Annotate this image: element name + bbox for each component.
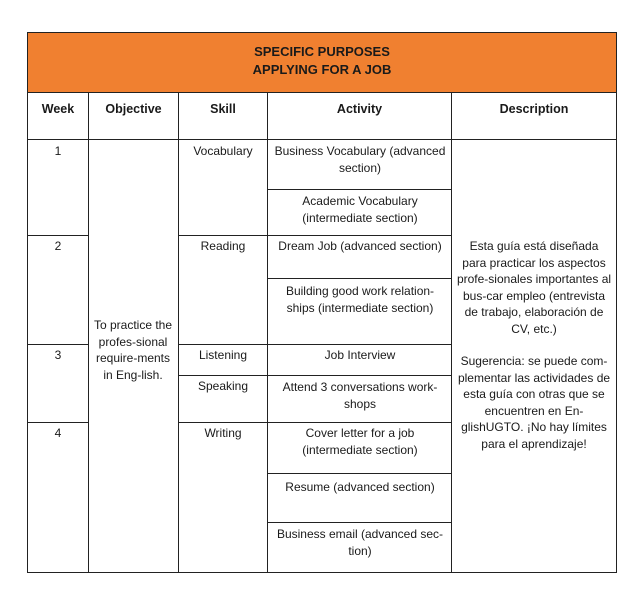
activity-item: Dream Job (advanced section) [278, 239, 442, 253]
description-paragraph: Sugerencia: se puede com-plementar las actividades de esta guía con otras que se encuentren en En-glishUGTO. ¡No hay límites para el aprendizaje! [457, 354, 611, 451]
activity-item: Business email (advanced sec-tion) [276, 527, 444, 558]
skill-label: Vocabulary [193, 144, 253, 158]
col-divider [88, 93, 89, 572]
activity-item: Building good work relation-ships (intermediate section) [285, 284, 435, 315]
activity-item: Resume (advanced section) [285, 480, 435, 494]
row-divider [267, 278, 451, 279]
row-divider [267, 522, 451, 523]
skill-label: Speaking [197, 379, 249, 393]
header-skill: Skill [210, 102, 236, 116]
activity-item: Attend 3 conversations work-shops [282, 380, 438, 411]
header-week: Week [41, 102, 75, 116]
banner-title: SPECIFIC PURPOSES [254, 44, 390, 59]
header-activity: Activity [336, 102, 383, 116]
description-text [454, 238, 614, 452]
row-divider [267, 375, 451, 376]
row-divider [178, 422, 267, 423]
header-objective: Objective [105, 102, 162, 116]
table-banner [28, 33, 616, 93]
row-divider [267, 189, 451, 190]
col-divider [267, 93, 268, 572]
week-number: 2 [54, 239, 62, 253]
objective-text: To practice the profes-sional require-ments in Eng-lish. [93, 318, 173, 382]
banner-subtitle: APPLYING FOR A JOB [252, 62, 392, 77]
row-divider [267, 344, 451, 345]
activity-item: Job Interview [324, 348, 396, 362]
week-number: 3 [54, 348, 62, 362]
activity-item: Cover letter for a job (intermediate section) [302, 426, 418, 457]
col-divider [451, 93, 452, 572]
row-divider [267, 473, 451, 474]
skill-label: Writing [204, 426, 242, 440]
description-paragraph: Esta guía está diseñada para practicar los aspectos profe-sionales importantes al bus-car empleo (entrevista de trabajo, elaboración de CV, etc.) [456, 239, 612, 336]
row-divider [28, 344, 88, 345]
row-divider [28, 422, 88, 423]
row-divider [178, 344, 267, 345]
row-divider [178, 375, 267, 376]
header-description: Description [499, 102, 569, 116]
week-number: 4 [54, 426, 62, 440]
row-divider [178, 235, 267, 236]
schedule-table [27, 32, 617, 573]
row-divider [28, 235, 88, 236]
week-number: 1 [54, 144, 62, 158]
row-divider [267, 235, 451, 236]
skill-label: Reading [200, 239, 246, 253]
activity-item: Academic Vocabulary (intermediate section) [302, 194, 418, 225]
row-divider [267, 422, 451, 423]
skill-label: Listening [198, 348, 248, 362]
header-divider [28, 139, 616, 140]
activity-item: Business Vocabulary (advanced section) [274, 144, 446, 175]
col-divider [178, 93, 179, 572]
